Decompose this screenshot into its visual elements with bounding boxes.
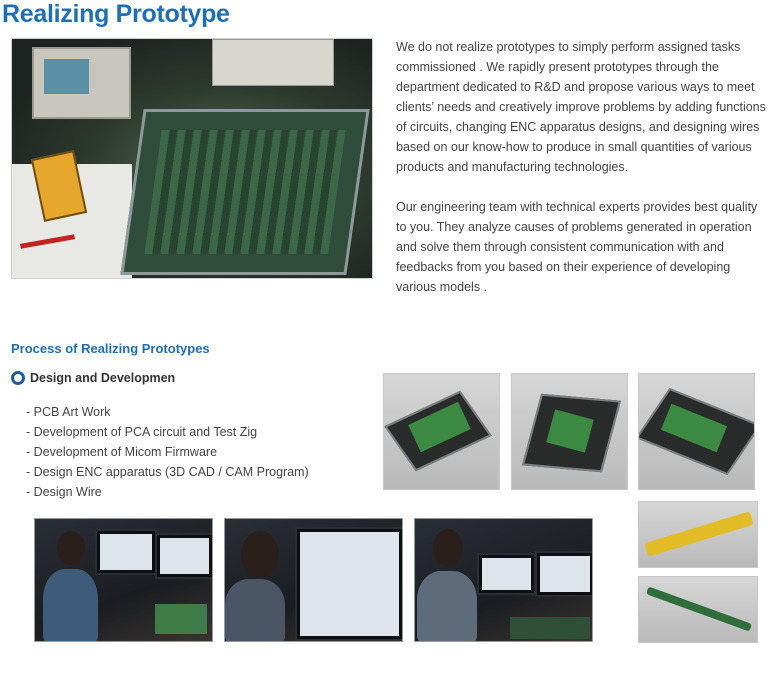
engineer-image xyxy=(225,579,285,642)
monitor-image xyxy=(295,527,403,641)
hero-photo-prototype-lab xyxy=(11,38,373,279)
list-item: - Design ENC apparatus (3D CAD / CAM Program) xyxy=(26,465,309,479)
cad-render-enclosure-2 xyxy=(511,373,628,490)
monitor-image xyxy=(155,533,213,579)
cad-render-enclosure-1 xyxy=(383,373,500,490)
engineer-image xyxy=(417,571,477,642)
list-item: - PCB Art Work xyxy=(26,405,111,419)
test-equipment-image xyxy=(212,39,334,86)
list-item: - Development of Micom Firmware xyxy=(26,445,218,459)
page-title: Realizing Prototype xyxy=(2,0,230,28)
cad-render-wire-harness-1 xyxy=(638,501,758,568)
ring-bullet-icon xyxy=(11,371,25,385)
list-item: - Design Wire xyxy=(26,485,102,499)
engineer-head-image xyxy=(241,531,279,577)
wire-harness-image xyxy=(646,586,752,631)
pcb-stack-image xyxy=(155,604,207,634)
oscilloscope-image xyxy=(32,47,131,119)
monitor-image xyxy=(95,529,157,575)
process-section-title: Process of Realizing Prototypes xyxy=(11,341,210,356)
engineer-head-image xyxy=(57,531,85,565)
photo-engineer-pcb-design xyxy=(34,518,213,642)
process-list xyxy=(26,402,309,502)
photo-engineer-cad xyxy=(224,518,403,642)
engineer-head-image xyxy=(433,529,463,567)
intro-paragraph-2: Our engineering team with technical experts provides best quality to you. They analyze causes of problems generated in operation and solve them through consistent communication with and feedbacks from you based on their experience of developing various models . xyxy=(396,200,758,294)
intro-paragraph-1: We do not realize prototypes to simply perform assigned tasks commissioned . We rapidly present prototypes through the department dedicated to R&D and propose various ways to meet clients’ needs and creatively improve problems by adding functions of circuits, changing ENC apparatus designs, and designing wires based on our know-how to produce in small quantities of various products and manufacturing technologies. xyxy=(396,40,766,174)
cad-render-wire-harness-2 xyxy=(638,576,758,643)
monitor-image xyxy=(477,553,536,595)
wire-harness-image xyxy=(644,511,753,557)
process-subheading xyxy=(11,371,175,385)
process-subheading-label: Design and Developmen xyxy=(30,371,176,385)
list-item: - Development of PCA circuit and Test Zig xyxy=(26,425,258,439)
engineer-image xyxy=(43,569,98,642)
cad-render-enclosure-3 xyxy=(638,373,755,490)
pcb-stack-image xyxy=(510,617,590,639)
intro-text xyxy=(396,37,768,317)
photo-engineer-firmware xyxy=(414,518,593,642)
monitor-image xyxy=(535,551,593,597)
circuit-board-image xyxy=(120,109,369,275)
